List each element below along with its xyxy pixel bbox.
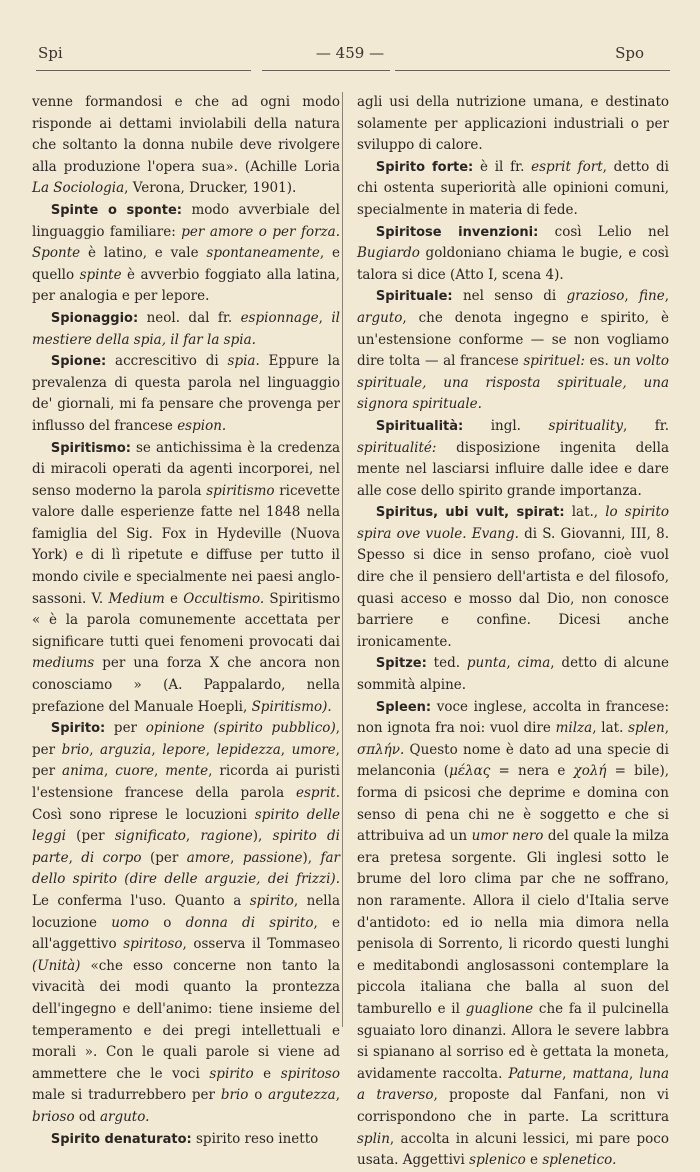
- running-head-right: Spo: [615, 44, 644, 62]
- entry-text: così Lelio nel: [538, 223, 669, 240]
- italic-text: milza: [555, 720, 593, 737]
- entry-text: , che denota ingegno e spirito, è un'estensione conforme — se non vogliamo dire tolta — al francese: [357, 309, 669, 370]
- italic-text: anima: [62, 763, 104, 780]
- entry-text: ,: [103, 763, 116, 780]
- italic-text: brioso: [32, 1108, 75, 1125]
- entry-text: o: [248, 1087, 269, 1104]
- entry-text: , e all'aggettivo: [32, 914, 340, 953]
- entry-headword: Spiritualità:: [375, 418, 464, 434]
- entry-text: , per: [32, 720, 341, 758]
- entry-text: che fa il pulcinella sguaiato loro dinanzi. Allora le severe labbra si spianano al sorriso ed è gettata la moneta, avidamente raccolta.: [357, 1000, 669, 1082]
- dictionary-entry: [32, 1129, 340, 1151]
- entry-text: ,: [89, 741, 101, 758]
- entry-text: ),: [252, 828, 273, 845]
- italic-text: (Unità): [32, 957, 81, 974]
- dictionary-entry: [357, 157, 669, 222]
- entry-headword: Spirito:: [50, 721, 106, 737]
- italic-text: argutezza: [268, 1087, 336, 1104]
- italic-text: brio: [61, 741, 90, 758]
- header-rule: [395, 70, 670, 71]
- italic-text: spia.: [227, 353, 260, 370]
- entry-text: di S. Giovanni, III, 8. Spesso si dice in senso profano, cioè vuol dire che il pensiero dell'artista e del filosofo, quasi acceso e mosso dal Dio, non conosce barriere e confine. Dicesi anche ironicamente.: [357, 525, 670, 650]
- entry-text: ,: [280, 741, 292, 758]
- entry-text: e: [525, 1152, 543, 1169]
- italic-text: Occultismo.: [183, 590, 265, 607]
- italic-text: splenetico.: [542, 1152, 617, 1169]
- italic-text: opinione (spirito pubblico): [145, 720, 336, 737]
- italic-text: brio: [220, 1087, 249, 1104]
- dictionary-entry: [357, 222, 669, 287]
- entry-text: è il fr.: [473, 158, 532, 175]
- entry-text: per: [105, 720, 146, 737]
- italic-text: Spiritismo).: [251, 698, 332, 715]
- italic-text: per amore o per forza. Sponte: [32, 223, 340, 262]
- italic-text: espion.: [177, 417, 227, 434]
- dictionary-entry: [357, 416, 669, 502]
- entry-text: e: [253, 1065, 281, 1082]
- italic-text: ragione: [200, 828, 253, 845]
- italic-text: passione: [242, 849, 303, 866]
- entry-text: Le conferma l'uso. Quanto a: [32, 892, 250, 909]
- italic-text: spirito delle leggi: [32, 806, 340, 845]
- entry-text: , ricorda ai puristi l'estensione francese della parola: [32, 763, 340, 801]
- entry-headword: Spinte o sponte:: [50, 202, 183, 218]
- entry-text: ,: [624, 288, 639, 305]
- italic-text: punta: [466, 655, 507, 672]
- entry-text: , fr.: [622, 417, 669, 434]
- italic-text: donna di spirito: [185, 914, 314, 931]
- italic-text: lepidezza: [216, 741, 281, 758]
- entry-text: disposizione ingenita della mente nel lasciarsi influire dalle idee e dare alle cose dello spirito grande importanza.: [357, 439, 669, 499]
- italic-text: La Sociologia: [32, 180, 125, 197]
- italic-text: arguto: [357, 309, 403, 326]
- entry-text: è latino, e vale: [80, 245, 207, 262]
- entry-text: ,: [68, 849, 82, 866]
- italic-text: spinte: [79, 266, 122, 283]
- italic-text: mattana: [572, 1065, 629, 1082]
- entry-text: , proposte dal Fanfani, non vi corrispondono che in parte. La scrittura: [357, 1087, 669, 1125]
- italic-text: splenico: [469, 1152, 526, 1169]
- entry-text: = bile), forma di psicosi che deprime e domina con senso di pena chi ne è soggetto e che si attribuiva ad un: [357, 763, 669, 845]
- column-divider: [342, 92, 343, 1027]
- italic-text: χολή: [573, 763, 607, 780]
- entry-text: Eppure la prevalenza di questa parola nel linguaggio de' giornali, mi fa pensare che provenga per influsso del francese: [32, 353, 340, 434]
- italic-text: spiritismo: [206, 482, 275, 499]
- entry-text: = nera e: [490, 763, 574, 780]
- italic-text: Bugiardo: [357, 245, 420, 262]
- italic-text: arguto.: [99, 1108, 150, 1125]
- italic-text: esprit.: [295, 785, 340, 801]
- italic-text: spirito: [209, 1065, 254, 1082]
- italic-text: spirito: [249, 892, 294, 909]
- entry-text: ,: [335, 1087, 340, 1104]
- entry-text: ,: [562, 1065, 573, 1082]
- entry-text: Così sono riprese le locuzioni: [32, 806, 255, 823]
- entry-text: , e quello: [32, 245, 341, 283]
- italic-text: Paturne: [508, 1065, 563, 1082]
- entry-text: o: [148, 914, 186, 931]
- italic-text: umor nero: [471, 828, 544, 845]
- italic-text: amore: [186, 849, 231, 866]
- entry-text: per una forza X che ancora non conosciamo » (A. Pappalardo, nella prefazione del Manuale Hoepli,: [32, 655, 340, 715]
- italic-text: espionnage: [240, 309, 319, 326]
- header-rule: [36, 70, 251, 71]
- entry-text: ted.: [426, 655, 467, 672]
- italic-text: Medium: [108, 590, 165, 607]
- italic-text: cima: [517, 655, 551, 672]
- left-column: [32, 92, 340, 1150]
- italic-text: mediums: [32, 655, 95, 672]
- dictionary-entry: [32, 718, 340, 1128]
- entry-text: , accolta in alcuni lessici, mi pare poco usata. Aggettivi: [357, 1130, 669, 1169]
- italic-text: arguzia: [100, 741, 152, 758]
- italic-text: esprit fort: [531, 158, 603, 175]
- dictionary-entry: [32, 438, 340, 719]
- entry-text: neol. dal fr.: [138, 309, 241, 326]
- entry-text: ,: [628, 1065, 640, 1082]
- entry-text: accrescitivo di: [106, 353, 228, 370]
- italic-text: spirituel:: [523, 353, 585, 370]
- italic-text: luna a traverso: [357, 1065, 669, 1104]
- entry-text: ,: [506, 655, 518, 672]
- dictionary-entry: [357, 697, 669, 1172]
- italic-text: fine: [639, 288, 665, 305]
- entry-headword: Spione:: [50, 354, 107, 370]
- entry-headword: Spiritismo:: [50, 440, 131, 456]
- italic-text: μέλας: [449, 763, 491, 780]
- right-column: [357, 92, 669, 1172]
- italic-text: umore: [291, 741, 336, 758]
- entry-text: Spiritismo « è la parola comunemente accettata per significare tutti quei fenomeni provocati dai: [32, 590, 341, 650]
- entry-text: ,: [664, 720, 669, 737]
- italic-text: uomo: [111, 914, 149, 931]
- dictionary-entry: [32, 200, 340, 308]
- italic-text: lo spirito spira ove vuole. Evang.: [357, 504, 670, 542]
- dictionary-entry: [357, 286, 669, 416]
- continued-text: [32, 92, 340, 200]
- entry-text: lat.,: [564, 504, 606, 521]
- italic-text: spirituality: [548, 417, 623, 434]
- entry-text: «che esso concerne non tanto la vivacità dei modi quanto la prontezza dell'ingegno e dell'animo: tiene insieme del temperamento e dei pregi intellettuali e morali ». Con le quali parole si viene ad ammettere che le voci: [32, 957, 340, 1082]
- page-number: — 459 —: [315, 44, 385, 62]
- entry-text: ricevette valore dalle esperienze fatte nel 1848 nella famiglia del Sig. Fox in Hydeville (Nuova York) e di lì ripetute e diffuse per tutto il mondo civile e specialmente nei paesi anglo-sassoni. V.: [32, 482, 340, 607]
- entry-text: e: [164, 590, 184, 607]
- entry-text: , detto di chi ostenta superiorità alle opinioni comuni, specialmente in materia di fede.: [357, 158, 669, 218]
- entry-text: è avverbio foggiato alla latina, per analogia e per lepore.: [32, 266, 340, 305]
- entry-text: nel senso di: [452, 288, 567, 305]
- entry-text: , Verona, Drucker, 1901).: [124, 180, 297, 197]
- entry-text: ,: [664, 288, 669, 305]
- entry-text: ,: [230, 849, 243, 866]
- entry-text: , per: [32, 741, 340, 780]
- entry-text: , lat.: [592, 720, 629, 737]
- italic-text: spirito di parte: [32, 828, 340, 866]
- italic-text: splin: [357, 1130, 390, 1147]
- dictionary-entry: [357, 502, 669, 653]
- italic-text: il mestiere della spia, il far la spia.: [32, 309, 340, 348]
- italic-text: di corpo: [81, 849, 142, 866]
- entry-text: voce inglese, accolta in francese: non ignota fra noi: vuol dire: [357, 698, 669, 737]
- header-rule: [262, 70, 390, 71]
- entry-text: spirito reso inetto: [191, 1130, 319, 1147]
- entry-text: es.: [584, 353, 614, 370]
- entry-headword: Spirituale:: [375, 289, 453, 305]
- entry-text: agli usi della nutrizione umana, e destinato solamente per applicazioni industriali o per sviluppo di calore.: [357, 94, 669, 154]
- dictionary-entry: [32, 351, 340, 437]
- entry-headword: Spitze:: [375, 656, 427, 672]
- italic-text: spontaneamente: [206, 245, 320, 262]
- entry-headword: Spirito denaturato:: [50, 1131, 192, 1147]
- entry-text: modo avverbiale del linguaggio familiare:: [32, 201, 340, 240]
- italic-text: splen: [628, 720, 665, 737]
- running-head-left: Spi: [38, 44, 63, 62]
- entry-text: male si tradurrebbero per: [32, 1087, 221, 1104]
- entry-text: del quale la milza era pretesa sorgente. Gli inglesi sotto le brume del loro clima par che ne soffrano, non raramente. Allora il cielo d'Italia serve d'antidoto: ed io nella mia dimora nella penisola di Sorrento, li ricordo questi lunghi e meditabondi anglosassoni contemplare la piccola italiana che balla al suon del tamburello e il: [357, 828, 669, 1017]
- entry-text: ,: [151, 741, 163, 758]
- dictionary-entry: [357, 653, 669, 696]
- continued-text: [357, 92, 669, 157]
- entry-headword: Spleen:: [375, 699, 432, 715]
- entry-text: ,: [318, 309, 332, 326]
- entry-text: ,: [154, 763, 166, 780]
- entry-text: ),: [302, 849, 321, 866]
- entry-headword: Spiritus, ubi vult, spirat:: [375, 505, 565, 521]
- italic-text: significato: [114, 828, 186, 845]
- entry-text: ,: [185, 828, 201, 845]
- entry-text: ingl.: [463, 417, 549, 434]
- italic-text: guaglione: [465, 1000, 534, 1017]
- italic-text: far dello spirito (dire delle arguzie, dei frizzi).: [32, 849, 340, 888]
- italic-text: lepore: [162, 741, 206, 758]
- italic-text: spiritoso: [123, 936, 183, 953]
- entry-text: (per: [65, 828, 115, 845]
- dictionary-entry: [32, 308, 340, 351]
- entry-headword: Spiritose invenzioni:: [375, 224, 539, 240]
- entry-headword: Spionaggio:: [50, 310, 139, 326]
- entry-text: od: [74, 1108, 100, 1125]
- italic-text: spiritoso: [280, 1065, 340, 1082]
- entry-headword: Spirito forte:: [375, 159, 474, 175]
- entry-text: , nella locuzione: [32, 892, 340, 931]
- italic-text: grazioso: [566, 288, 625, 305]
- entry-text: goldoniano chiama le bugie, e così talora si dice (Atto I, scena 4).: [357, 245, 669, 283]
- italic-text: cuore: [115, 763, 155, 780]
- entry-text: , osserva il Tommaseo: [182, 936, 341, 953]
- entry-text: venne formandosi e che ad ogni modo risponde ai dettami inviolabili della natura che soltanto la donna nubile deve rivolgere alla produzione l'opera sua». (Achille Loria: [32, 94, 340, 175]
- entry-text: (per: [141, 849, 187, 866]
- italic-text: mente: [165, 763, 209, 780]
- entry-text: Questo nome è dato ad una specie di melanconia (: [357, 741, 669, 780]
- italic-text: σπλήν.: [357, 741, 405, 758]
- italic-text: spiritualité:: [357, 439, 437, 456]
- italic-text: un volto spirituale, una risposta spirituale, una signora spirituale.: [357, 353, 669, 413]
- entry-text: ,: [205, 741, 217, 758]
- entry-text: , detto di alcune sommità alpine.: [357, 655, 669, 694]
- entry-text: se antichissima è la credenza di miracoli operati da agenti incorporei, nel senso moderno la parola: [32, 439, 340, 499]
